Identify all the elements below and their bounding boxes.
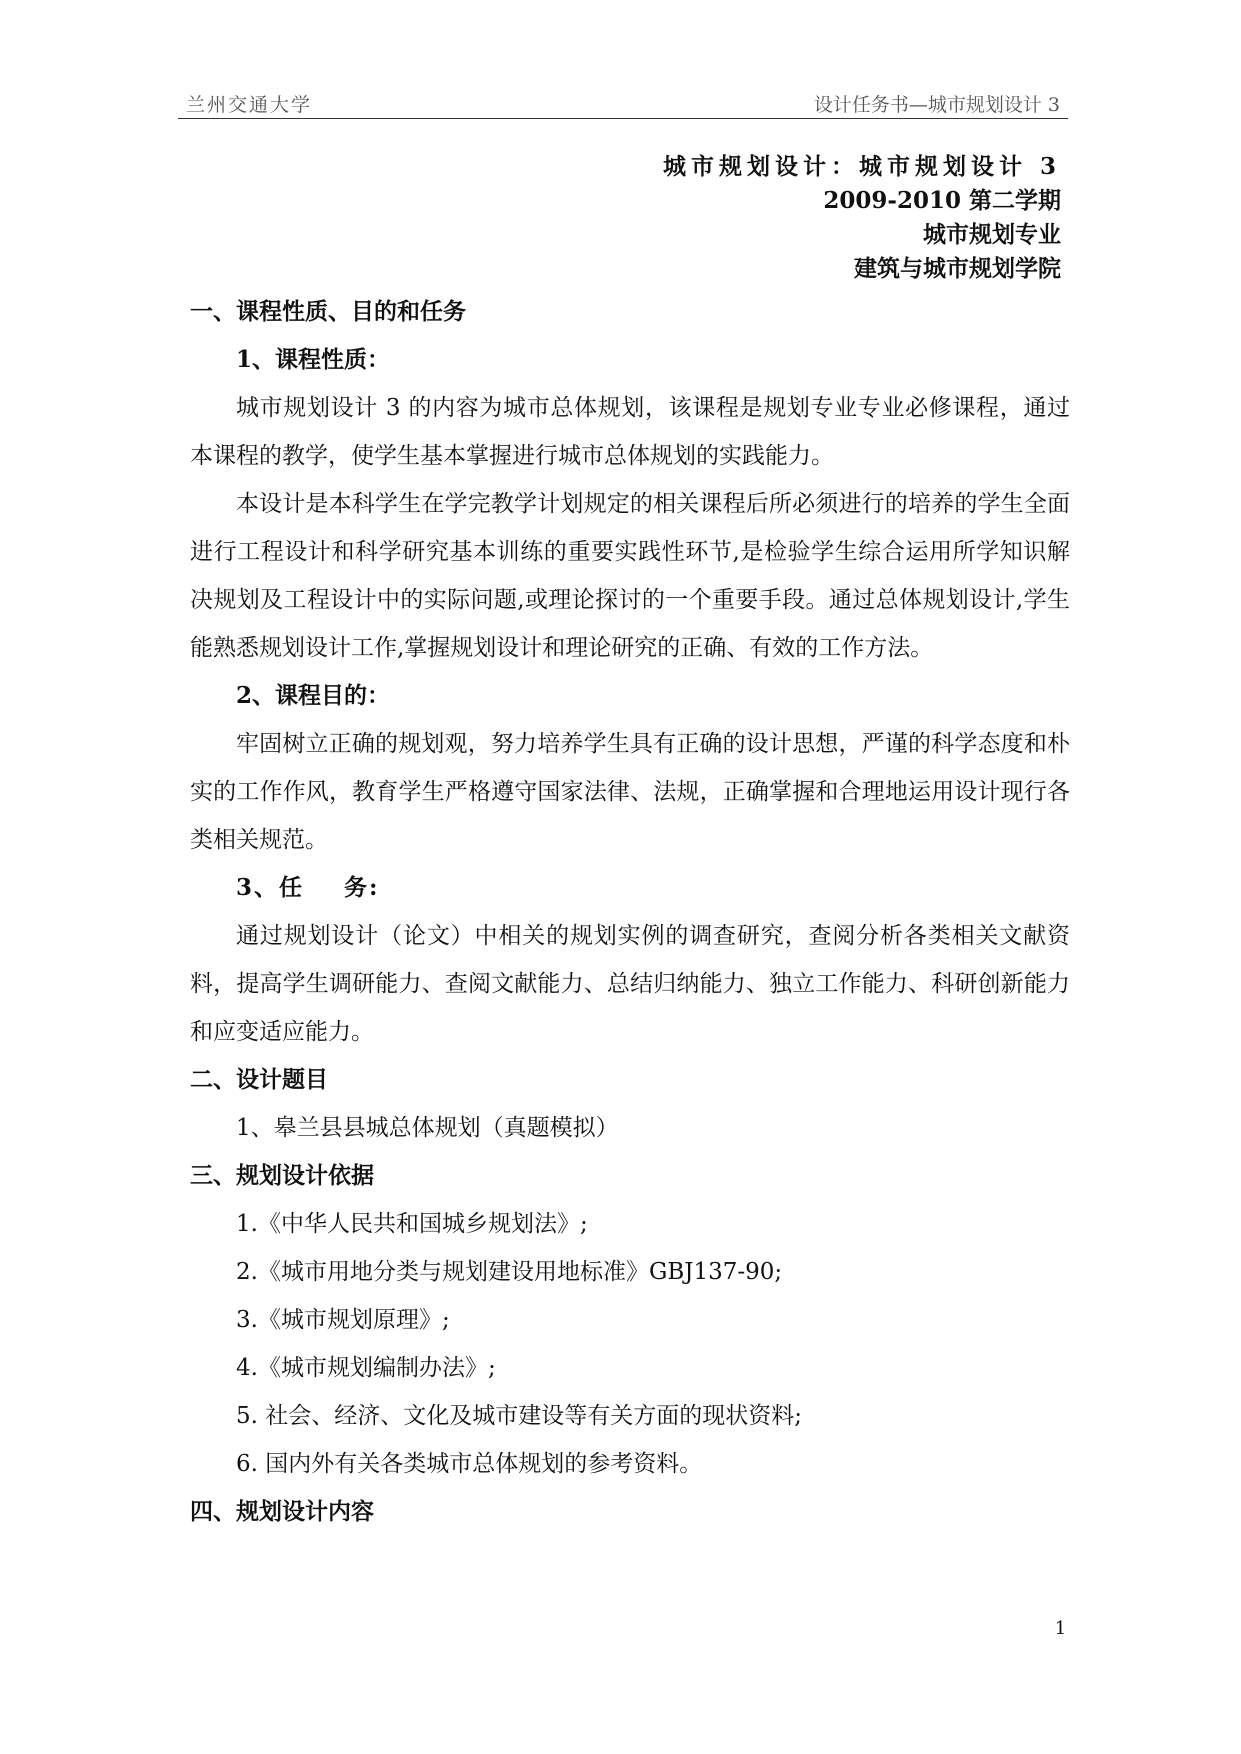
list-item: 4.《城市规划编制办法》; [236, 1355, 496, 1381]
subheading-course-nature: 1、课程性质： [236, 346, 391, 373]
paragraph: 城市规划设计 3 的内容为城市总体规划，该课程是规划专业专业必修课程，通过本课程的教学，使学生基本掌握进行城市总体规划的实践能力。 [190, 395, 1070, 469]
header-university: 兰州交通大学 [186, 94, 313, 116]
page-number: 1 [1054, 1618, 1067, 1639]
paragraph: 通过规划设计（论文）中相关的规划实例的调查研究，查阅分析各类相关文献资料，提高学生调研能力、查阅文献能力、总结归纳能力、独立工作能力、科研创新能力和应变适应能力。 [190, 923, 1070, 1045]
list-item: 2.《城市用地分类与规划建设用地标准》GBJ137-90; [236, 1259, 783, 1285]
subheading-tasks: 3、任 务: [236, 874, 380, 901]
list-item: 1.《中华人民共和国城乡规划法》; [236, 1211, 588, 1237]
list-item: 1、皋兰县县城总体规划（真题模拟） [236, 1115, 619, 1141]
semester: 2009-2010 第二学期 [823, 187, 1061, 214]
section-heading-design-topic: 二、设计题目 [190, 1066, 328, 1093]
document-body [190, 288, 1070, 1536]
list-item: 6. 国内外有关各类城市总体规划的参考资料。 [236, 1451, 703, 1477]
section-heading-design-basis: 三、规划设计依据 [190, 1162, 374, 1189]
major: 城市规划专业 [923, 221, 1061, 248]
header-document-title: 设计任务书—城市规划设计 3 [813, 94, 1060, 116]
paragraph: 本设计是本科学生在学完教学计划规定的相关课程后所必须进行的培养的学生全面进行工程设计和科学研究基本训练的重要实践性环节,是检验学生综合运用所学知识解决规划及工程设计中的实际问题,或理论探讨的一个重要手段。通过总体规划设计,学生能熟悉规划设计工作,掌握规划设计和理论研究的正确、有效的工作方法。 [190, 491, 1070, 661]
title-block [663, 150, 1061, 286]
list-item: 3.《城市规划原理》; [236, 1307, 450, 1333]
page-header [178, 90, 1068, 119]
section-heading-course-nature: 一、课程性质、目的和任务 [190, 298, 466, 325]
section-heading-design-content: 四、规划设计内容 [190, 1498, 374, 1525]
list-item: 5. 社会、经济、文化及城市建设等有关方面的现状资料; [236, 1403, 803, 1429]
course-title: 城市规划设计：城市规划设计 3 [662, 153, 1061, 180]
subheading-course-purpose: 2、课程目的： [236, 682, 391, 709]
school: 建筑与城市规划学院 [854, 255, 1061, 282]
paragraph: 牢固树立正确的规划观，努力培养学生具有正确的设计思想，严谨的科学态度和朴实的工作作风，教育学生严格遵守国家法律、法规，正确掌握和合理地运用设计现行各类相关规范。 [190, 731, 1070, 853]
